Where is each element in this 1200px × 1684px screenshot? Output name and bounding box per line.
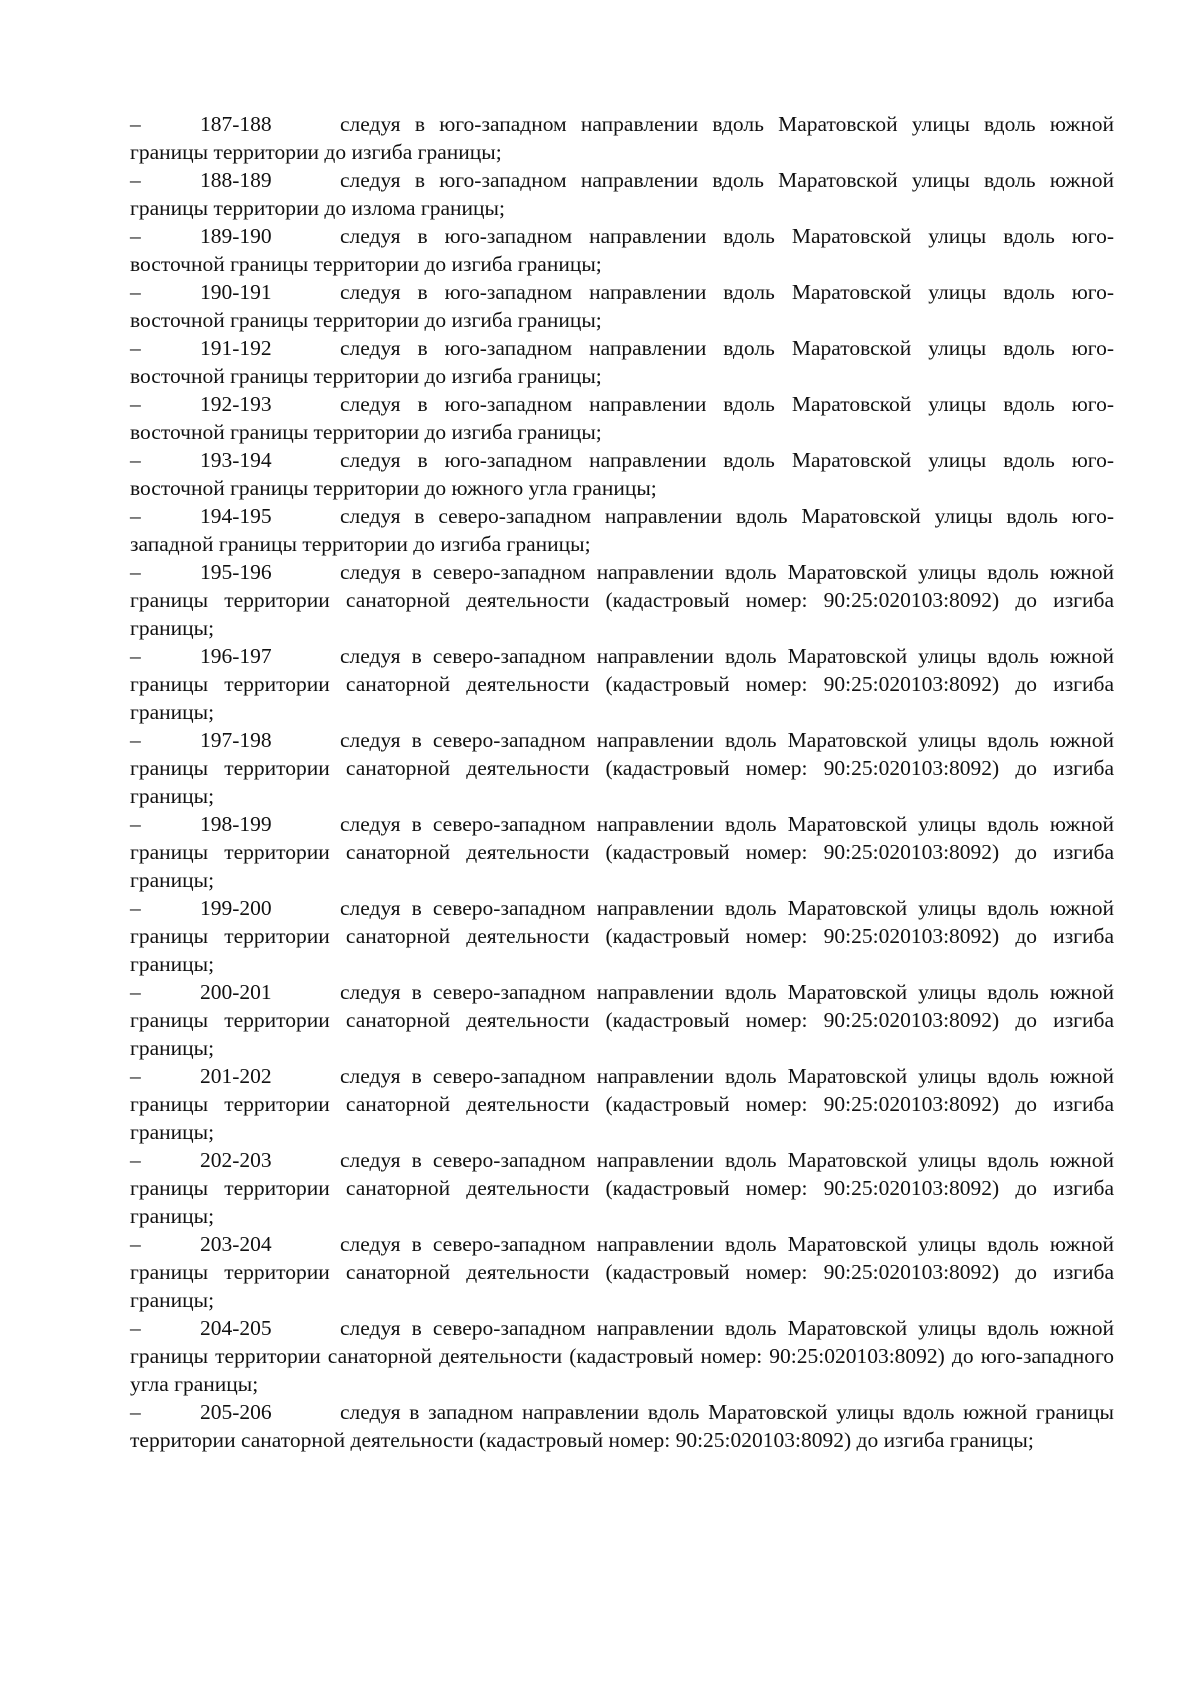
entry-text: следуя в юго-западном направлении вдоль Маратовской улицы вдоль южной границы территории до изгиба границы; bbox=[130, 112, 1114, 164]
entry-paragraph bbox=[130, 166, 1114, 222]
entry-text: следуя в северо-западном направлении вдоль Маратовской улицы вдоль южной границы территории санаторной деятельности (кадастровый номер: 90:25:020103:8092) до изгиба границы; bbox=[130, 728, 1114, 808]
entry-dash: – bbox=[130, 280, 141, 304]
boundary-entry bbox=[130, 642, 1114, 726]
entry-dash: – bbox=[130, 392, 141, 416]
entry-dash: – bbox=[130, 896, 141, 920]
boundary-entry bbox=[130, 1230, 1114, 1314]
entry-dash: – bbox=[130, 168, 141, 192]
entry-paragraph bbox=[130, 1146, 1114, 1230]
entry-text: следуя в северо-западном направлении вдоль Маратовской улицы вдоль южной границы территории санаторной деятельности (кадастровый номер: 90:25:020103:8092) до изгиба границы; bbox=[130, 644, 1114, 724]
entry-paragraph bbox=[130, 1398, 1114, 1454]
entry-paragraph bbox=[130, 1230, 1114, 1314]
boundary-entry bbox=[130, 446, 1114, 502]
entry-text: следуя в северо-западном направлении вдоль Маратовской улицы вдоль южной границы территории санаторной деятельности (кадастровый номер: 90:25:020103:8092) до изгиба границы; bbox=[130, 1064, 1114, 1144]
entry-dash: – bbox=[130, 112, 141, 136]
entry-text: следуя в юго-западном направлении вдоль Маратовской улицы вдоль юго-восточной границы территории до изгиба границы; bbox=[130, 336, 1114, 388]
entry-dash: – bbox=[130, 728, 141, 752]
entry-paragraph bbox=[130, 110, 1114, 166]
entry-dash: – bbox=[130, 980, 141, 1004]
entry-text: следуя в юго-западном направлении вдоль Маратовской улицы вдоль юго-восточной границы территории до изгиба границы; bbox=[130, 392, 1114, 444]
entry-dash: – bbox=[130, 1316, 141, 1340]
boundary-entry bbox=[130, 110, 1114, 166]
boundary-entry bbox=[130, 1398, 1114, 1454]
entry-range: 195-196 bbox=[200, 560, 272, 584]
entry-paragraph bbox=[130, 446, 1114, 502]
entry-range: 201-202 bbox=[200, 1064, 272, 1088]
entry-dash: – bbox=[130, 224, 141, 248]
entry-paragraph bbox=[130, 642, 1114, 726]
entry-paragraph bbox=[130, 978, 1114, 1062]
entry-range: 190-191 bbox=[200, 280, 272, 304]
entry-text: следуя в северо-западном направлении вдоль Маратовской улицы вдоль южной границы территории санаторной деятельности (кадастровый номер: 90:25:020103:8092) до изгиба границы; bbox=[130, 812, 1114, 892]
entry-range: 189-190 bbox=[200, 224, 272, 248]
boundary-entry bbox=[130, 810, 1114, 894]
entry-range: 205-206 bbox=[200, 1400, 272, 1424]
boundary-entry bbox=[130, 726, 1114, 810]
entry-range: 192-193 bbox=[200, 392, 272, 416]
boundary-entry bbox=[130, 1062, 1114, 1146]
entry-text: следуя в юго-западном направлении вдоль Маратовской улицы вдоль южной границы территории до излома границы; bbox=[130, 168, 1114, 220]
entry-text: следуя в северо-западном направлении вдоль Маратовской улицы вдоль южной границы территории санаторной деятельности (кадастровый номер: 90:25:020103:8092) до изгиба границы; bbox=[130, 1232, 1114, 1312]
entry-range: 196-197 bbox=[200, 644, 272, 668]
entry-text: следуя в юго-западном направлении вдоль Маратовской улицы вдоль юго-восточной границы территории до южного угла границы; bbox=[130, 448, 1114, 500]
entry-paragraph bbox=[130, 502, 1114, 558]
entry-paragraph bbox=[130, 1062, 1114, 1146]
boundary-entry bbox=[130, 558, 1114, 642]
entry-text: следуя в северо-западном направлении вдоль Маратовской улицы вдоль южной границы территории санаторной деятельности (кадастровый номер: 90:25:020103:8092) до изгиба границы; bbox=[130, 980, 1114, 1060]
entry-paragraph bbox=[130, 894, 1114, 978]
entry-paragraph bbox=[130, 810, 1114, 894]
entry-paragraph bbox=[130, 222, 1114, 278]
entry-paragraph bbox=[130, 334, 1114, 390]
entry-range: 191-192 bbox=[200, 336, 272, 360]
entry-range: 188-189 bbox=[200, 168, 272, 192]
entry-range: 198-199 bbox=[200, 812, 272, 836]
entry-dash: – bbox=[130, 448, 141, 472]
entry-paragraph bbox=[130, 726, 1114, 810]
entry-range: 199-200 bbox=[200, 896, 272, 920]
entry-text: следуя в северо-западном направлении вдоль Маратовской улицы вдоль южной границы территории санаторной деятельности (кадастровый номер: 90:25:020103:8092) до изгиба границы; bbox=[130, 896, 1114, 976]
entry-paragraph bbox=[130, 558, 1114, 642]
entry-range: 202-203 bbox=[200, 1148, 272, 1172]
entry-text: следуя в северо-западном направлении вдоль Маратовской улицы вдоль южной границы территории санаторной деятельности (кадастровый номер: 90:25:020103:8092) до изгиба границы; bbox=[130, 560, 1114, 640]
entry-dash: – bbox=[130, 1232, 141, 1256]
entry-dash: – bbox=[130, 644, 141, 668]
entry-range: 204-205 bbox=[200, 1316, 272, 1340]
entry-text: следуя в северо-западном направлении вдоль Маратовской улицы вдоль юго-западной границы территории до изгиба границы; bbox=[130, 504, 1114, 556]
boundary-entry bbox=[130, 894, 1114, 978]
entry-text: следуя в юго-западном направлении вдоль Маратовской улицы вдоль юго-восточной границы территории до изгиба границы; bbox=[130, 280, 1114, 332]
entry-paragraph bbox=[130, 390, 1114, 446]
entry-range: 187-188 bbox=[200, 112, 272, 136]
entry-dash: – bbox=[130, 560, 141, 584]
entry-text: следуя в западном направлении вдоль Маратовской улицы вдоль южной границы территории санаторной деятельности (кадастровый номер: 90:25:020103:8092) до изгиба границы; bbox=[130, 1400, 1114, 1452]
entry-range: 197-198 bbox=[200, 728, 272, 752]
entry-range: 194-195 bbox=[200, 504, 272, 528]
boundary-entry bbox=[130, 1314, 1114, 1398]
entry-dash: – bbox=[130, 812, 141, 836]
entry-dash: – bbox=[130, 336, 141, 360]
entry-paragraph bbox=[130, 1314, 1114, 1398]
entry-range: 200-201 bbox=[200, 980, 272, 1004]
entry-dash: – bbox=[130, 1148, 141, 1172]
boundary-entry bbox=[130, 166, 1114, 222]
boundary-entry bbox=[130, 390, 1114, 446]
entry-paragraph bbox=[130, 278, 1114, 334]
boundary-entry bbox=[130, 978, 1114, 1062]
entry-text: следуя в северо-западном направлении вдоль Маратовской улицы вдоль южной границы территории санаторной деятельности (кадастровый номер: 90:25:020103:8092) до юго-западного угла границы; bbox=[130, 1316, 1114, 1396]
boundary-entry bbox=[130, 334, 1114, 390]
entry-range: 193-194 bbox=[200, 448, 272, 472]
document-page bbox=[130, 110, 1114, 1454]
boundary-entry bbox=[130, 278, 1114, 334]
entry-dash: – bbox=[130, 1400, 141, 1424]
boundary-entry bbox=[130, 502, 1114, 558]
entry-range: 203-204 bbox=[200, 1232, 272, 1256]
entry-dash: – bbox=[130, 1064, 141, 1088]
entry-text: следуя в юго-западном направлении вдоль Маратовской улицы вдоль юго-восточной границы территории до изгиба границы; bbox=[130, 224, 1114, 276]
entry-dash: – bbox=[130, 504, 141, 528]
boundary-entry bbox=[130, 222, 1114, 278]
boundary-entry bbox=[130, 1146, 1114, 1230]
entry-text: следуя в северо-западном направлении вдоль Маратовской улицы вдоль южной границы территории санаторной деятельности (кадастровый номер: 90:25:020103:8092) до изгиба границы; bbox=[130, 1148, 1114, 1228]
